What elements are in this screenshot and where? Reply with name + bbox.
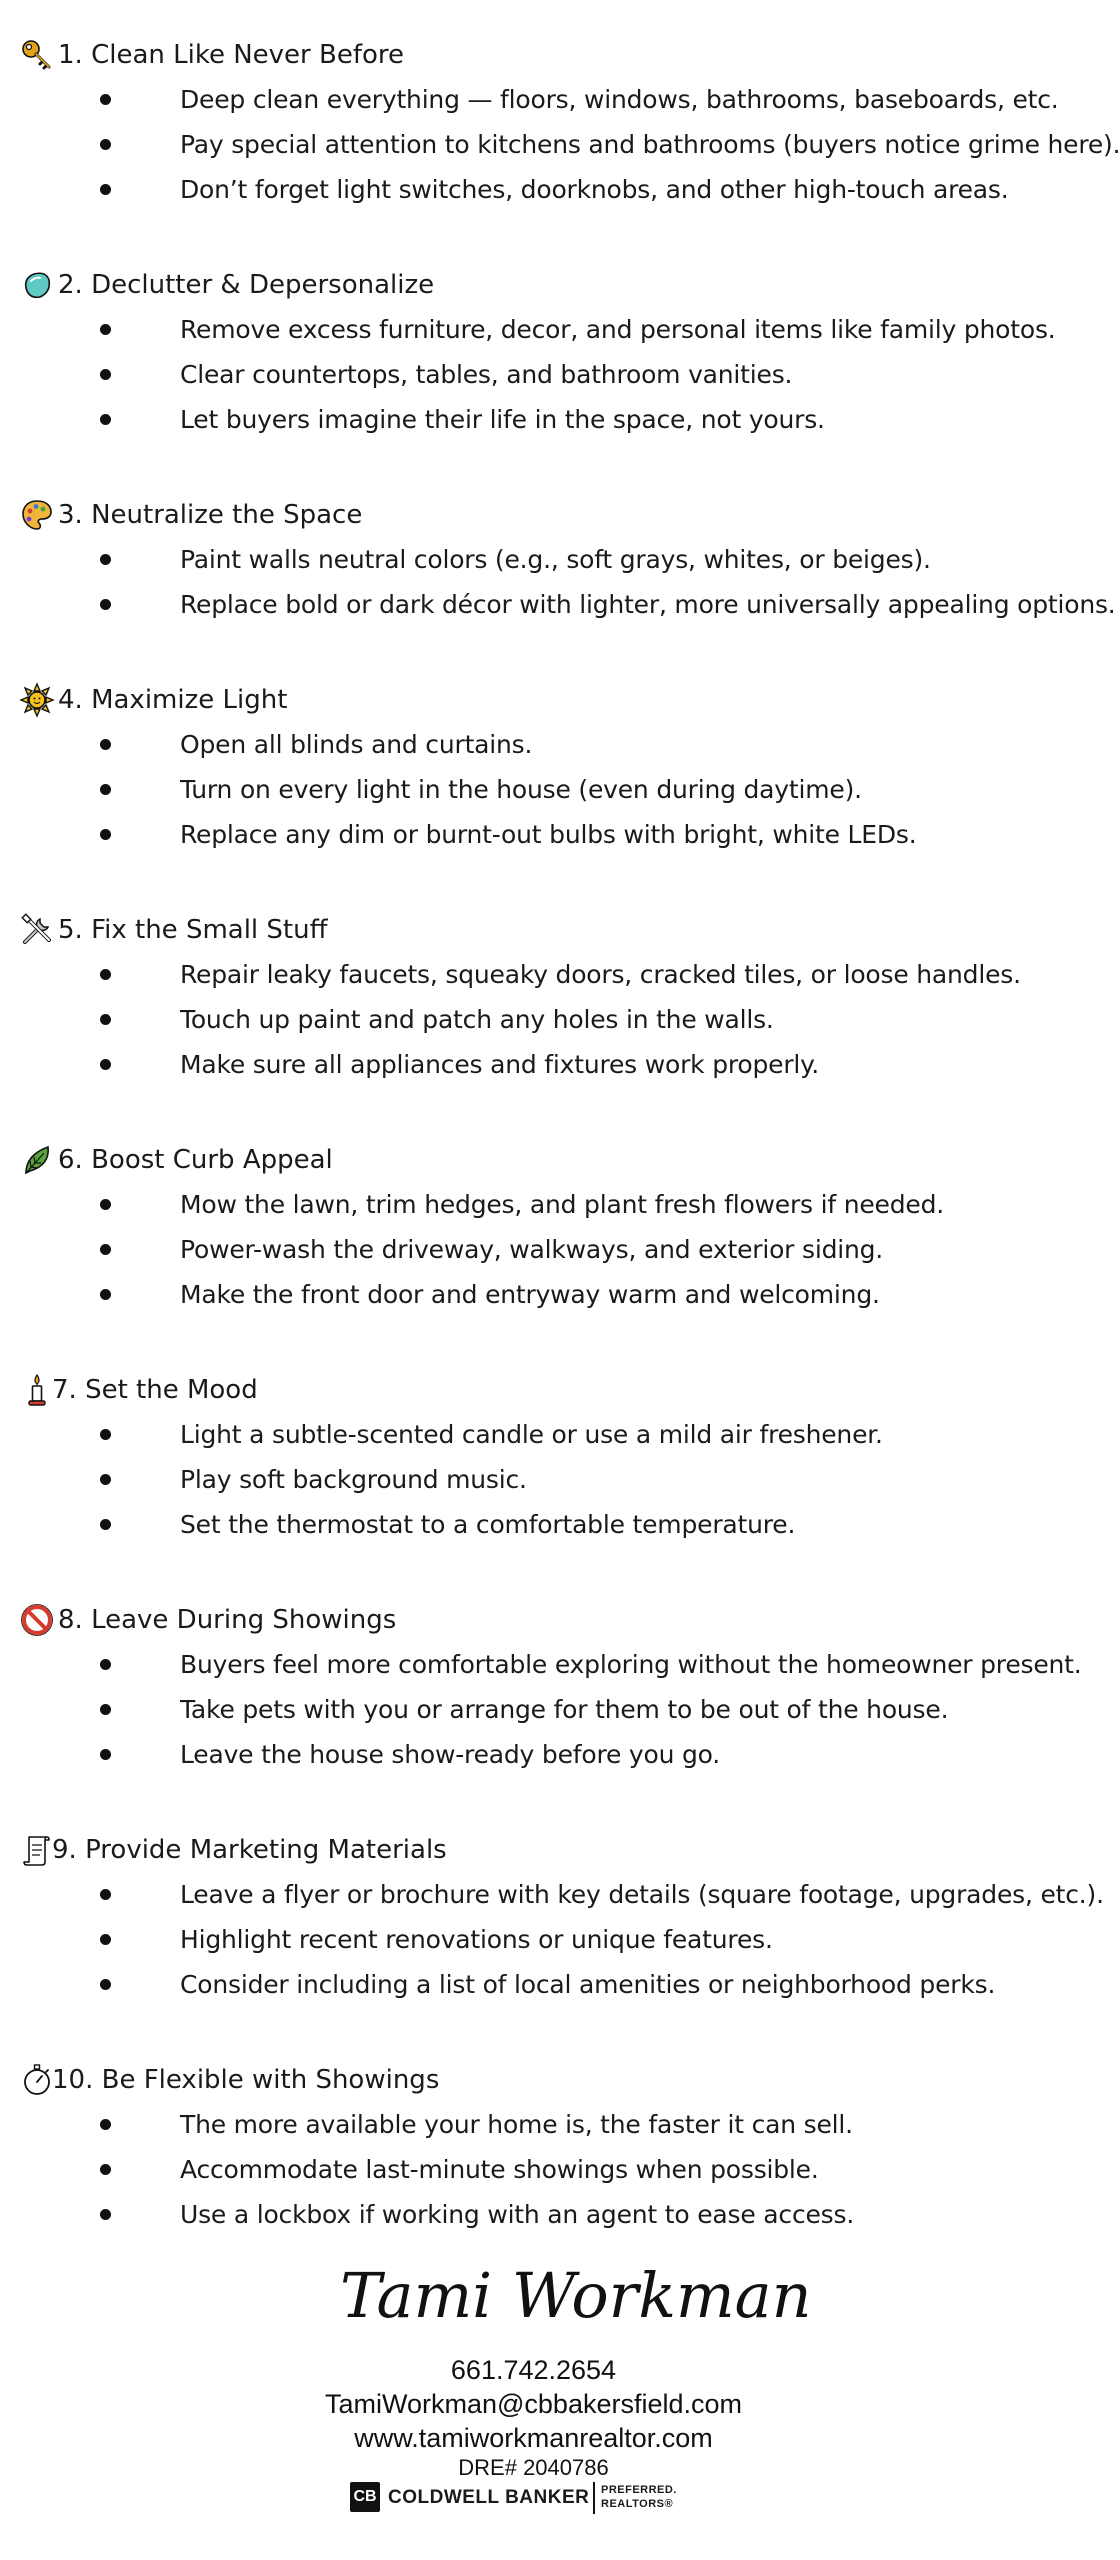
section-heading: 7. Set the Mood	[52, 1375, 258, 1405]
bullet-dot	[100, 1934, 111, 1945]
bullet-dot	[100, 1519, 111, 1530]
list-item	[0, 540, 1067, 580]
logo-name: COLDWELL BANKER	[388, 2487, 590, 2508]
list-item	[0, 400, 1067, 440]
bullet-text: Accommodate last-minute showings when possible.	[180, 2155, 819, 2184]
bullet-text: Use a lockbox if working with an agent to ease access.	[180, 2200, 855, 2229]
bullet-dot	[100, 1429, 111, 1440]
soap-icon	[20, 268, 54, 302]
bullet-text: Paint walls neutral colors (e.g., soft grays, whites, or beiges).	[180, 545, 931, 574]
list-item	[0, 1185, 1067, 1225]
bullet-dot	[100, 369, 111, 380]
bullet-text: Pay special attention to kitchens and bathrooms (buyers notice grime here).	[180, 130, 1120, 159]
no-entry-icon	[20, 1603, 54, 1637]
bullet-text: Consider including a list of local amenities or neighborhood perks.	[180, 1970, 996, 1999]
list-item	[0, 955, 1067, 995]
bullet-text: Touch up paint and patch any holes in the walls.	[180, 1005, 774, 1034]
section-heading: 10. Be Flexible with Showings	[52, 2065, 440, 2095]
bullet-text: Open all blinds and curtains.	[180, 730, 533, 759]
bullet-text: Turn on every light in the house (even during daytime).	[180, 775, 862, 804]
bullet-text: Clear countertops, tables, and bathroom vanities.	[180, 360, 793, 389]
list-item	[0, 310, 1067, 350]
section-heading: 9. Provide Marketing Materials	[52, 1835, 447, 1865]
bullet-text: Remove excess furniture, decor, and personal items like family photos.	[180, 315, 1056, 344]
list-item	[0, 725, 1067, 765]
bullet-text: Buyers feel more comfortable exploring without the homeowner present.	[180, 1650, 1082, 1679]
list-item	[0, 1735, 1067, 1775]
section-heading: 5. Fix the Small Stuff	[58, 915, 328, 945]
section-heading: 1. Clean Like Never Before	[58, 40, 405, 70]
section-heading: 2. Declutter & Depersonalize	[58, 270, 435, 300]
list-item	[0, 1645, 1082, 1685]
list-item	[0, 585, 1116, 625]
bullet-dot	[100, 1749, 111, 1760]
bullet-dot	[100, 784, 111, 795]
bullet-text: Repair leaky faucets, squeaky doors, cracked tiles, or loose handles.	[180, 960, 1021, 989]
scroll-icon	[20, 1833, 54, 1867]
bullet-dot	[100, 554, 111, 565]
bullet-text: Mow the lawn, trim hedges, and plant fresh flowers if needed.	[180, 1190, 944, 1219]
bullet-dot	[100, 1979, 111, 1990]
bullet-dot	[100, 1659, 111, 1670]
list-item	[0, 2105, 1067, 2145]
candle-icon	[20, 1373, 54, 1407]
bullet-dot	[100, 1014, 111, 1025]
list-item	[0, 770, 1067, 810]
logo-divider	[593, 2482, 595, 2514]
logo-subtitle: PREFERRED. REALTORS®	[601, 2484, 677, 2510]
bullet-dot	[100, 139, 111, 150]
bullet-text: Play soft background music.	[180, 1465, 527, 1494]
signature	[330, 2255, 812, 2350]
bullet-text: Let buyers imagine their life in the space, not yours.	[180, 405, 825, 434]
list-item	[0, 1045, 1067, 1085]
section-heading: 6. Boost Curb Appeal	[58, 1145, 333, 1175]
email-address: TamiWorkman@cbbakersfield.com	[324, 2389, 743, 2419]
list-item	[0, 1230, 1067, 1270]
tools-icon	[20, 913, 54, 947]
bullet-text: Replace bold or dark décor with lighter, more universally appealing options.	[180, 590, 1116, 619]
bullet-text: Deep clean everything — floors, windows, bathrooms, baseboards, etc.	[180, 85, 1059, 114]
bullet-dot	[100, 94, 111, 105]
bullet-text: Leave a flyer or brochure with key details (square footage, upgrades, etc.).	[180, 1880, 1104, 1909]
bullet-dot	[100, 1889, 111, 1900]
bullet-text: Power-wash the driveway, walkways, and exterior siding.	[180, 1235, 884, 1264]
bullet-dot	[100, 1704, 111, 1715]
list-item	[0, 125, 1120, 165]
bullet-text: Take pets with you or arrange for them to be out of the house.	[180, 1695, 949, 1724]
bullet-dot	[100, 1059, 111, 1070]
list-item	[0, 170, 1067, 210]
bullet-text: The more available your home is, the faster it can sell.	[180, 2110, 853, 2139]
website-url: www.tamiworkmanrealtor.com	[354, 2423, 713, 2453]
list-item	[0, 1000, 1067, 1040]
bullet-dot	[100, 599, 111, 610]
bullet-dot	[100, 414, 111, 425]
bullet-text: Light a subtle-scented candle or use a mild air freshener.	[180, 1420, 883, 1449]
list-item	[0, 1415, 1067, 1455]
bullet-dot	[100, 2119, 111, 2130]
stopwatch-icon	[20, 2063, 54, 2097]
bullet-dot	[100, 1289, 111, 1300]
bullet-text: Leave the house show-ready before you go.	[180, 1740, 721, 1769]
list-item	[0, 355, 1067, 395]
phone-number: 661.742.2654	[450, 2355, 617, 2385]
bullet-dot	[100, 1199, 111, 1210]
list-item	[0, 1275, 1067, 1315]
bullet-text: Highlight recent renovations or unique features.	[180, 1925, 773, 1954]
bullet-text: Replace any dim or burnt-out bulbs with bright, white LEDs.	[180, 820, 917, 849]
leaf-icon	[20, 1143, 54, 1177]
bullet-dot	[100, 184, 111, 195]
list-item	[0, 1875, 1104, 1915]
bullet-dot	[100, 2209, 111, 2220]
logo-mark: CB	[350, 2482, 380, 2512]
license-number: DRE# 2040786	[458, 2455, 609, 2480]
bullet-dot	[100, 739, 111, 750]
paint-palette-icon	[20, 498, 54, 532]
bullet-dot	[100, 1474, 111, 1485]
bullet-dot	[100, 829, 111, 840]
key-icon	[20, 38, 54, 72]
bullet-text: Set the thermostat to a comfortable temperature.	[180, 1510, 796, 1539]
list-item	[0, 1965, 1067, 2005]
bullet-text: Make sure all appliances and fixtures work properly.	[180, 1050, 819, 1079]
list-item	[0, 1460, 1067, 1500]
list-item	[0, 815, 1067, 855]
signature-text: Tami Workman	[340, 2259, 812, 2332]
section-heading: 3. Neutralize the Space	[58, 500, 363, 530]
list-item	[0, 80, 1067, 120]
bullet-text: Don’t forget light switches, doorknobs, and other high-touch areas.	[180, 175, 1009, 204]
list-item	[0, 1920, 1067, 1960]
bullet-dot	[100, 324, 111, 335]
bullet-dot	[100, 969, 111, 980]
list-item	[0, 1690, 1067, 1730]
sun-icon	[20, 683, 54, 717]
section-heading: 8. Leave During Showings	[58, 1605, 397, 1635]
brand-logo	[350, 2480, 680, 2520]
section-heading: 4. Maximize Light	[58, 685, 288, 715]
list-item	[0, 2150, 1067, 2190]
bullet-dot	[100, 1244, 111, 1255]
list-item	[0, 1505, 1067, 1545]
bullet-dot	[100, 2164, 111, 2175]
list-item	[0, 2195, 1067, 2235]
bullet-text: Make the front door and entryway warm and welcoming.	[180, 1280, 880, 1309]
